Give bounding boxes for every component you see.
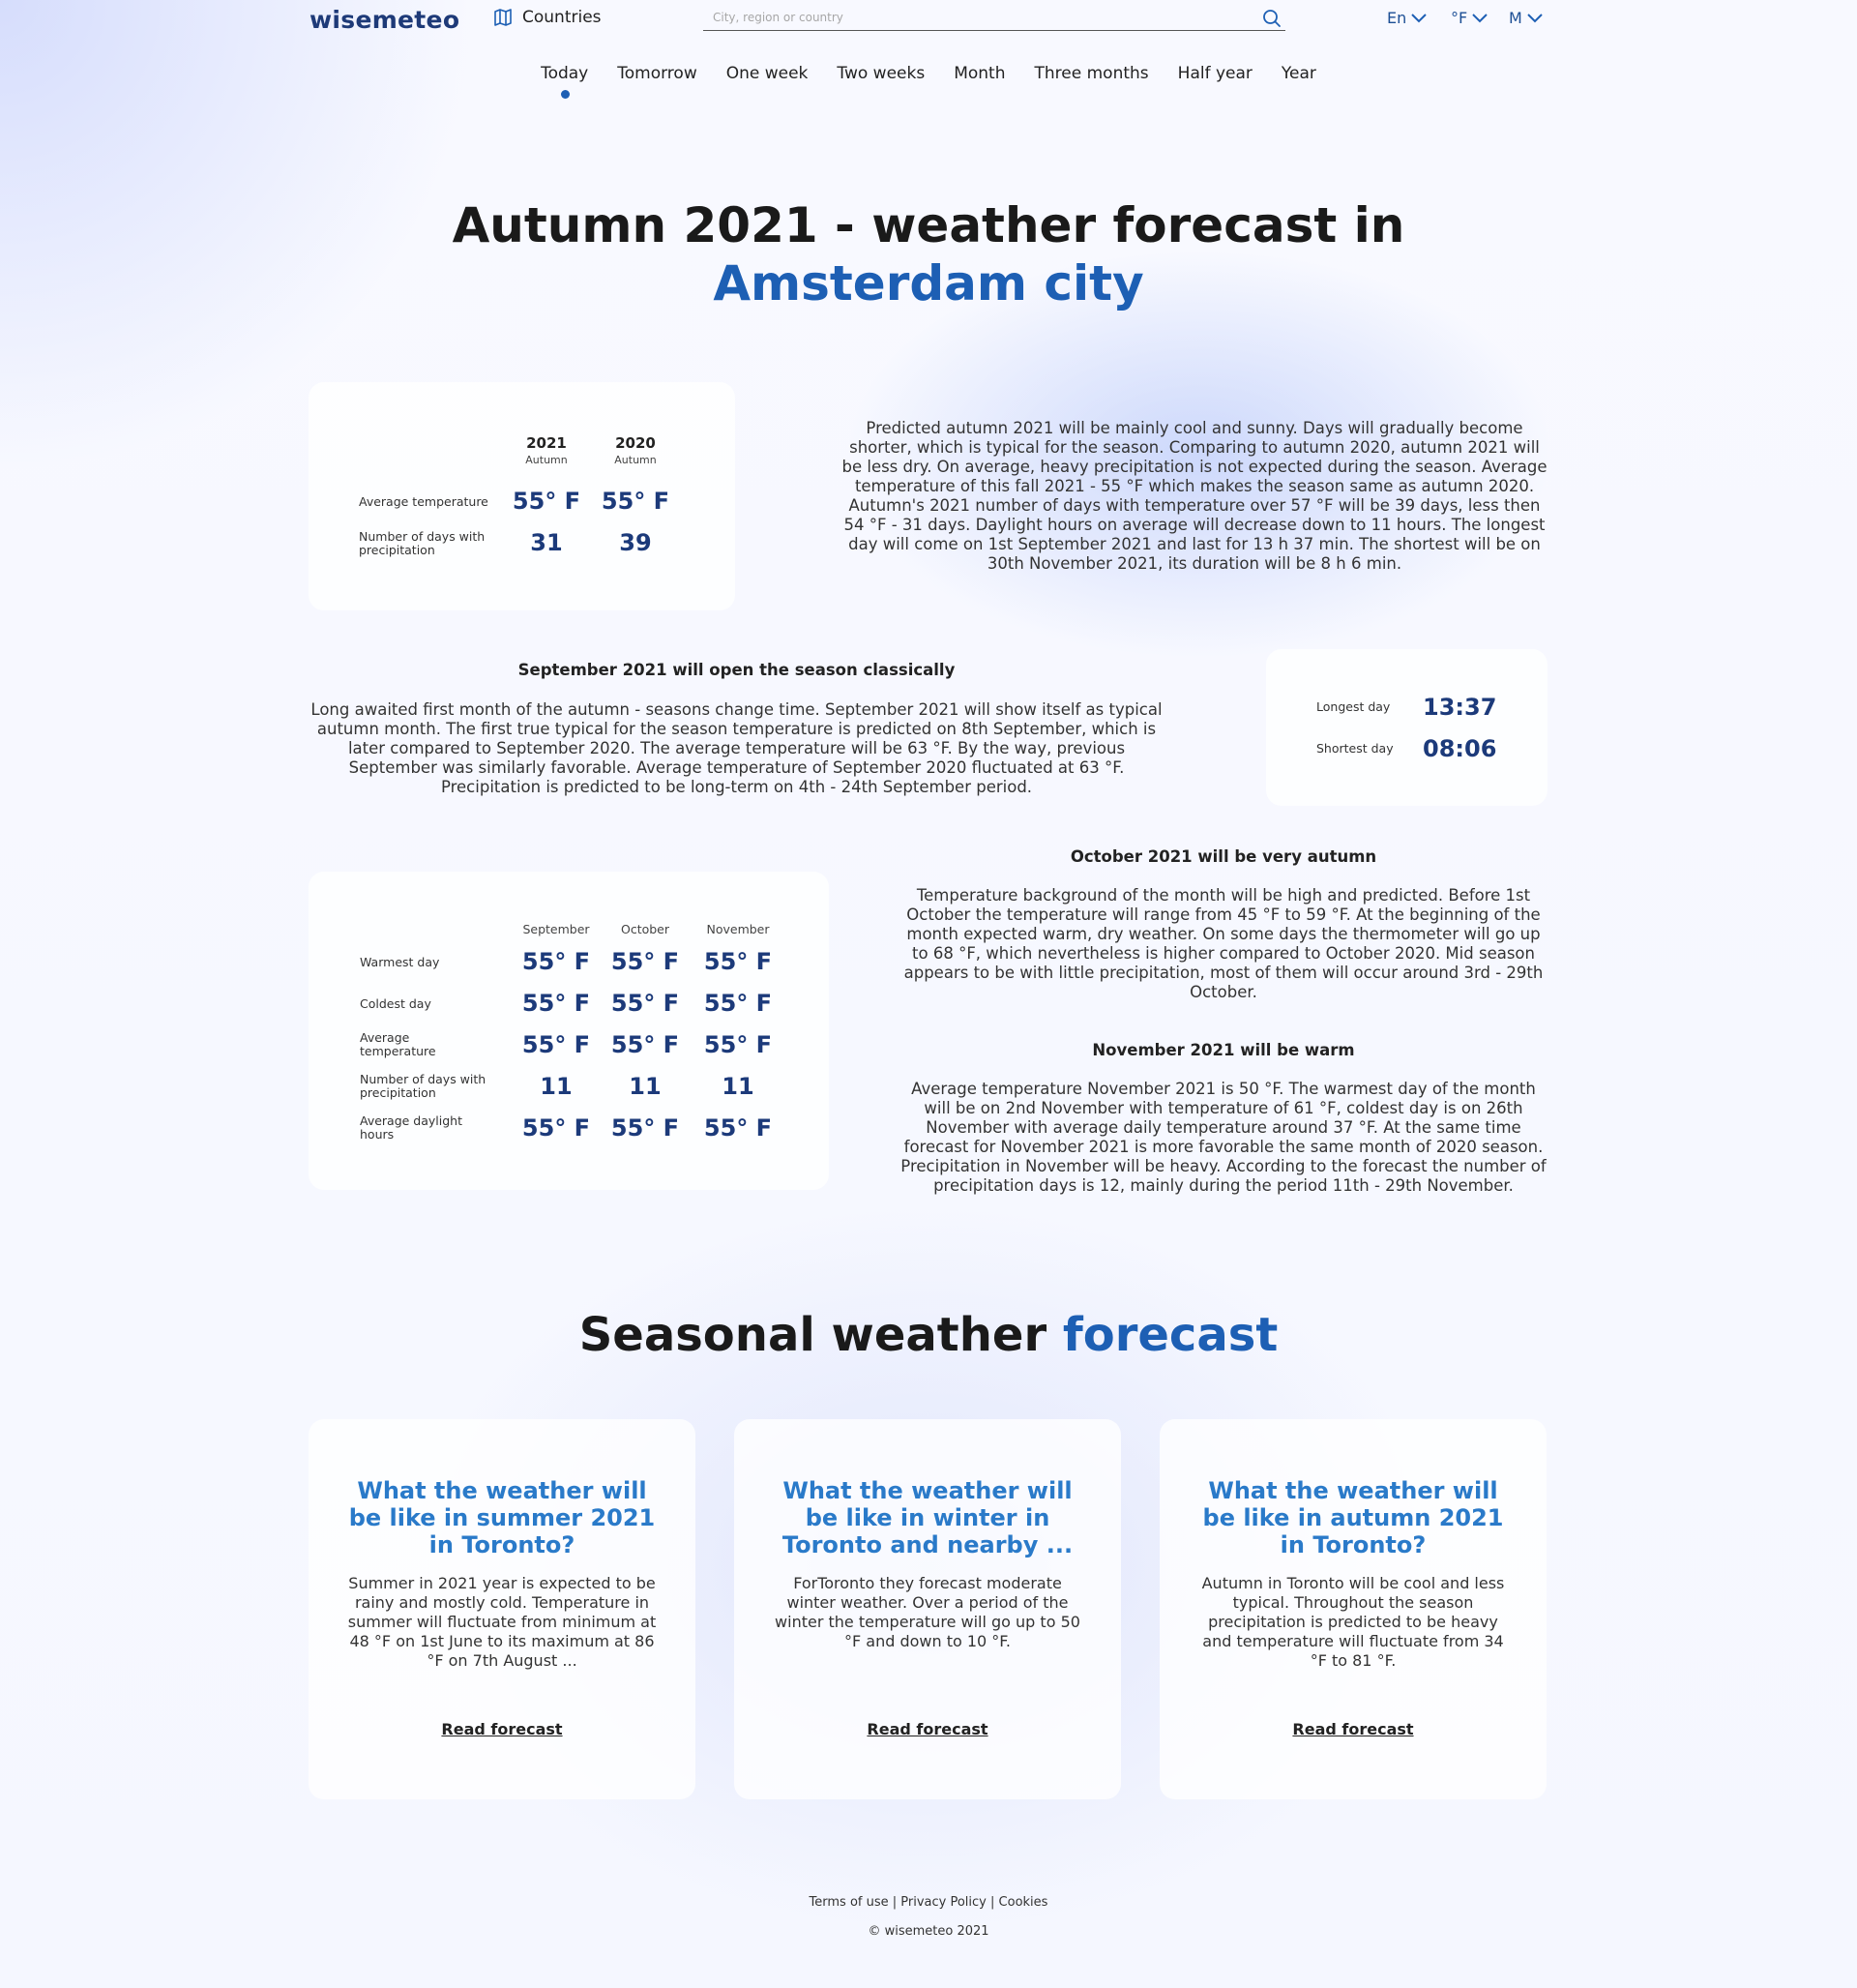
table-cell: 55° F (703, 1031, 773, 1058)
tab-month[interactable]: Month (954, 64, 1006, 83)
search-icon (1262, 9, 1282, 28)
logo[interactable]: wisemeteo (310, 6, 460, 34)
table-cell: 55° F (610, 990, 680, 1017)
forecast-card-text: ForToronto they forecast moderate winter weather. Over a period of the winter the temperature will go up to 50 °F and down to 10 °F. (775, 1574, 1080, 1650)
forecast-card (1160, 1419, 1547, 1799)
table-cell: 55° F (610, 948, 680, 975)
table-row-label: Average temperature (360, 1030, 436, 1058)
month-column-header: September (522, 922, 590, 936)
period-tabs (0, 64, 1857, 83)
cookies-link[interactable]: Cookies (998, 1895, 1048, 1910)
units-value: °F (1451, 9, 1468, 27)
page-title (0, 196, 1857, 312)
table-cell: 11 (722, 1073, 754, 1100)
measure-select[interactable] (1509, 9, 1544, 27)
tab-one-week[interactable]: One week (725, 64, 809, 83)
search-button[interactable] (1262, 9, 1282, 32)
september-text: Long awaited first month of the autumn - seasons change time. September 2021 will show itself as typical autumn month. The first true typical for the season temperature is predicted on 8th September, which is later compared to September 2020. The average temperature will be 63 °F. By the way, previous September was similarly favorable. Average temperature of September 2020 fluctuated at 63 °F. Precipitation is predicted to be long-term on 4th - 24th September period. (310, 700, 1163, 796)
seasonal-heading (0, 1308, 1857, 1362)
tab-today[interactable]: Today (541, 64, 589, 83)
table-cell: 11 (629, 1073, 662, 1100)
compare-row-label: Average temperature (359, 494, 488, 509)
tab-year[interactable]: Year (1281, 64, 1316, 83)
chevron-down-icon (1471, 13, 1489, 24)
november-heading: November 2021 will be warm (1092, 1041, 1355, 1059)
table-cell: 55° F (521, 1031, 591, 1058)
compare-value: 31 (530, 529, 563, 556)
copyright: © wisemeteo 2021 (868, 1924, 989, 1939)
tab-half-year[interactable]: Half year (1177, 64, 1253, 83)
seasonal-heading-part1: Seasonal weather (578, 1308, 1047, 1362)
units-select[interactable] (1451, 9, 1489, 27)
compare-col1-sub: Autumn (525, 454, 568, 466)
month-column-header: November (706, 922, 770, 936)
table-cell: 55° F (521, 948, 591, 975)
tab-tomorrow[interactable]: Tomorrow (617, 64, 697, 83)
countries-button[interactable] (493, 8, 602, 27)
compare-value: 39 (619, 529, 652, 556)
chevron-down-icon (1526, 13, 1544, 24)
read-forecast-link[interactable]: Read forecast (867, 1720, 988, 1738)
compare-col2-sub: Autumn (614, 454, 657, 466)
forecast-card (734, 1419, 1121, 1799)
forecast-card-title[interactable]: What the weather will be like in summer 2021 in Toronto? (348, 1477, 656, 1558)
table-cell: 11 (540, 1073, 573, 1100)
season-compare-card (309, 382, 735, 610)
language-select[interactable] (1387, 9, 1428, 27)
compare-value: 55° F (512, 488, 581, 515)
october-heading: October 2021 will be very autumn (1070, 847, 1377, 866)
september-heading: September 2021 will open the season classically (517, 661, 956, 679)
forecast-card-title[interactable]: What the weather will be like in autumn 2021 in Toronto? (1202, 1477, 1504, 1558)
search-input[interactable] (703, 6, 1245, 29)
forecast-card (309, 1419, 695, 1799)
october-text: Temperature background of the month will be high and predicted. Before 1st October the temperature will range from 45 °F to 59 °F. At the beginning of the month expected warm, dry weather. On some days the thermometer will go up to 68 °F, which nevertheless is higher compared to October 2020. Mid season appears to be with little precipitation, most of them will occur around 3rd - 29th October. (903, 886, 1544, 1001)
measure-value: M (1509, 9, 1522, 27)
chevron-down-icon (1410, 13, 1428, 24)
table-cell: 55° F (703, 948, 773, 975)
month-column-header: October (620, 922, 670, 936)
footer-links (0, 1895, 1857, 1910)
compare-col2-year: 2020 (615, 434, 656, 452)
table-row-label: Warmest day (360, 955, 440, 969)
shortest-day-label: Shortest day (1316, 741, 1394, 756)
forecast-card-text: Summer in 2021 year is expected to be rainy and mostly cold. Temperature in summer will fluctuate from minimum at 48 °F on 1st June to its maximum at 86 °F on 7th August ... (347, 1574, 657, 1670)
longest-day-label: Longest day (1316, 699, 1391, 714)
privacy-link[interactable]: Privacy Policy (900, 1895, 987, 1910)
table-row-label: Average daylight hours (360, 1113, 462, 1142)
forecast-card-text: Autumn in Toronto will be cool and less typical. Throughout the season precipitation is predicted to be heavy and temperature will fluctuate from 34 °F to 81 °F. (1201, 1574, 1505, 1670)
table-cell: 55° F (521, 990, 591, 1017)
compare-row-label: Number of days with precipitation (359, 529, 486, 557)
table-cell: 55° F (610, 1031, 680, 1058)
november-text: Average temperature November 2021 is 50 °F. The warmest day of the month will be on 2nd November with temperature of 61 °F, coldest day is on 26th November with average daily temperature around 37 °F. At the same time forecast for November 2021 is more favorable the same month of 2020 season. Precipitation in November will be heavy. According to the forecast the number of precipitation days is 12, mainly during the period 11th - 29th November. (900, 1080, 1547, 1195)
seasonal-heading-part2: forecast (1062, 1308, 1279, 1362)
compare-col1-year: 2021 (526, 434, 567, 452)
longest-day-value: 13:37 (1423, 694, 1497, 721)
page-title-city: Amsterdam city (713, 255, 1144, 312)
season-summary: Predicted autumn 2021 will be mainly cool and sunny. Days will gradually become shorter, which is typical for the season. Comparing to autumn 2020, autumn 2021 will be less dry. On average, heavy precipitation is not expected during the season. Average temperature of this fall 2021 - 55 °F which makes the season same as autumn 2020. Autumn's 2021 number of days with temperature over 57 °F will be 39 days, less then 54 °F - 31 days. Daylight hours on average will decrease down to 11 hours. The longest day will come on 1st September 2021 and last for 13 h 37 min. The shortest will be on 30th November 2021, its duration will be 8 h 6 min. (841, 419, 1548, 573)
footer-separator: | (888, 1895, 901, 1910)
countries-label: Countries (522, 8, 602, 27)
table-row-label: Number of days with precipitation (360, 1072, 486, 1100)
tab-three-months[interactable]: Three months (1034, 64, 1149, 83)
read-forecast-link[interactable]: Read forecast (1292, 1720, 1414, 1738)
table-cell: 55° F (703, 1114, 773, 1142)
footer-separator: | (986, 1895, 999, 1910)
months-table-card (309, 872, 829, 1190)
map-icon (493, 8, 513, 27)
terms-link[interactable]: Terms of use (809, 1895, 889, 1910)
page-title-line1: Autumn 2021 - weather forecast in (452, 197, 1405, 253)
daylight-card (1266, 649, 1548, 806)
table-cell: 55° F (610, 1114, 680, 1142)
table-row-label: Coldest day (360, 996, 431, 1011)
table-cell: 55° F (521, 1114, 591, 1142)
compare-value: 55° F (601, 488, 670, 515)
read-forecast-link[interactable]: Read forecast (441, 1720, 563, 1738)
search-bar (703, 6, 1285, 31)
tab-two-weeks[interactable]: Two weeks (837, 64, 926, 83)
forecast-card-title[interactable]: What the weather will be like in winter in Toronto and nearby ... (781, 1477, 1074, 1558)
language-value: En (1387, 9, 1407, 27)
shortest-day-value: 08:06 (1423, 735, 1497, 762)
table-cell: 55° F (703, 990, 773, 1017)
